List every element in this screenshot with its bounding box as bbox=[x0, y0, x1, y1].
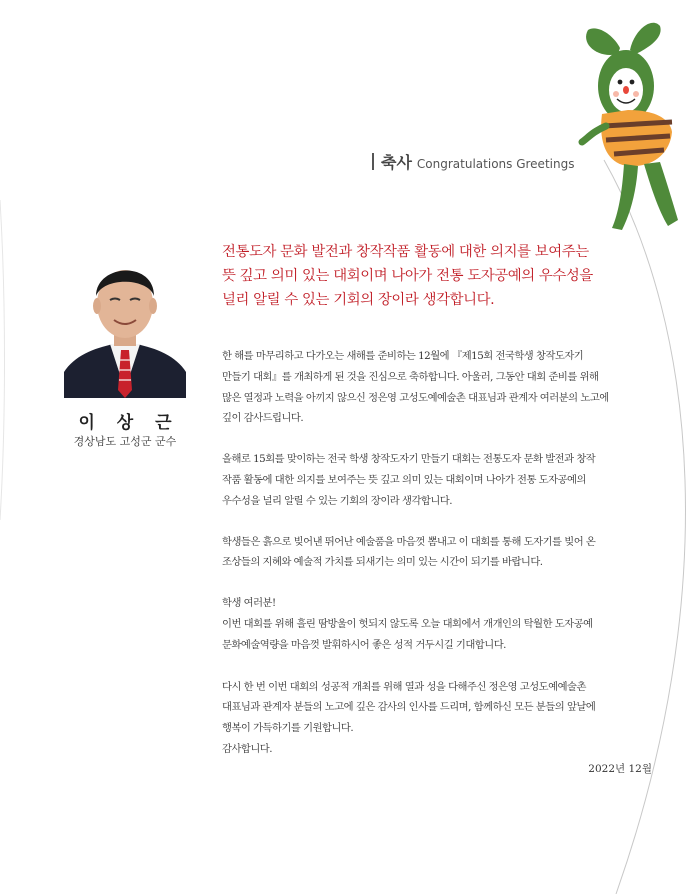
date: 2022년 12월 bbox=[588, 763, 652, 775]
paragraph-line: 우수성을 널리 알릴 수 있는 기회의 장이라 생각합니다. bbox=[222, 494, 453, 507]
lead-line: 전통도자 문화 발전과 창작작품 활동에 대한 의지를 보여주는 bbox=[222, 244, 589, 260]
paragraph-line: 문화예술역량을 마음껏 발휘하시어 좋은 성적 거두시길 기대합니다. bbox=[222, 638, 506, 651]
paragraph-line: 학생들은 흙으로 빚어낸 뛰어난 예술품을 마음껏 뽐내고 이 대회를 통해 도자기를 빚어 온 bbox=[222, 535, 596, 548]
heading-english: Congratulations Greetings bbox=[416, 157, 575, 171]
paragraph-line: 다시 한 번 이번 대회의 성공적 개최를 위해 열과 성을 다해주신 정은영 고성도예예술촌 bbox=[222, 680, 586, 693]
paragraph-line: 작품 활동에 대한 의지를 보여주는 뜻 깊고 의미 있는 대회이며 나아가 전통 도자공예의 bbox=[222, 473, 586, 486]
paragraph-line: 조상들의 지혜와 예술적 가치를 되새기는 의미 있는 시간이 되기를 바랍니다. bbox=[222, 556, 543, 569]
lead-statement bbox=[222, 240, 652, 312]
person-name: 이 상 근 bbox=[78, 413, 180, 433]
paragraph-line: 한 해를 마무리하고 다가오는 새해를 준비하는 12월에 『제15회 전국학생 창작도자기 bbox=[222, 350, 584, 362]
paragraph-line: 행복이 가득하기를 기원합니다. bbox=[222, 722, 354, 735]
paragraph-line: 감사합니다. bbox=[222, 742, 273, 755]
paragraph-line: 만들기 대회』를 개최하게 된 것을 진심으로 축하합니다. 아울러, 그동안 대회 준비를 위해 bbox=[222, 370, 599, 383]
mascot-illustration bbox=[578, 14, 688, 234]
paragraph-5 bbox=[222, 677, 650, 760]
heading-bar bbox=[372, 153, 374, 170]
portrait-photo bbox=[64, 240, 186, 398]
paragraph-line: 이번 대회를 위해 흘린 땀방울이 헛되지 않도록 오늘 대회에서 개개인의 탁월한 도자공예 bbox=[222, 617, 593, 630]
paragraph-line: 많은 열정과 노력을 아끼지 않으신 정은영 고성도예예술촌 대표님과 관계자 여러분의 노고에 bbox=[222, 391, 609, 404]
person-role: 경상남도 고성군 군수 bbox=[73, 435, 177, 448]
paragraph-4 bbox=[222, 593, 650, 655]
portrait-image bbox=[64, 240, 186, 398]
paragraph-1 bbox=[222, 346, 650, 429]
paragraph-line: 대표님과 관계자 분들의 노고에 깊은 감사의 인사를 드리며, 함께하신 모든 분들의 앞날에 bbox=[222, 701, 596, 714]
lead-line: 널리 알릴 수 있는 기회의 장이라 생각합니다. bbox=[222, 292, 495, 308]
lead-line: 뜻 깊고 의미 있는 대회이며 나아가 전통 도자공예의 우수성을 bbox=[222, 268, 593, 284]
paragraph-line: 깊이 감사드립니다. bbox=[222, 412, 304, 425]
heading-korean: 축사 bbox=[381, 153, 412, 172]
section-heading bbox=[372, 150, 574, 173]
paragraph-2 bbox=[222, 449, 650, 511]
paragraph-line: 학생 여러분! bbox=[222, 597, 276, 610]
body-text bbox=[222, 346, 650, 760]
paragraph-3 bbox=[222, 532, 650, 574]
paragraph-line: 올해로 15회를 맞이하는 전국 학생 창작도자기 만들기 대회는 전통도자 문화 발전과 창작 bbox=[222, 453, 596, 466]
